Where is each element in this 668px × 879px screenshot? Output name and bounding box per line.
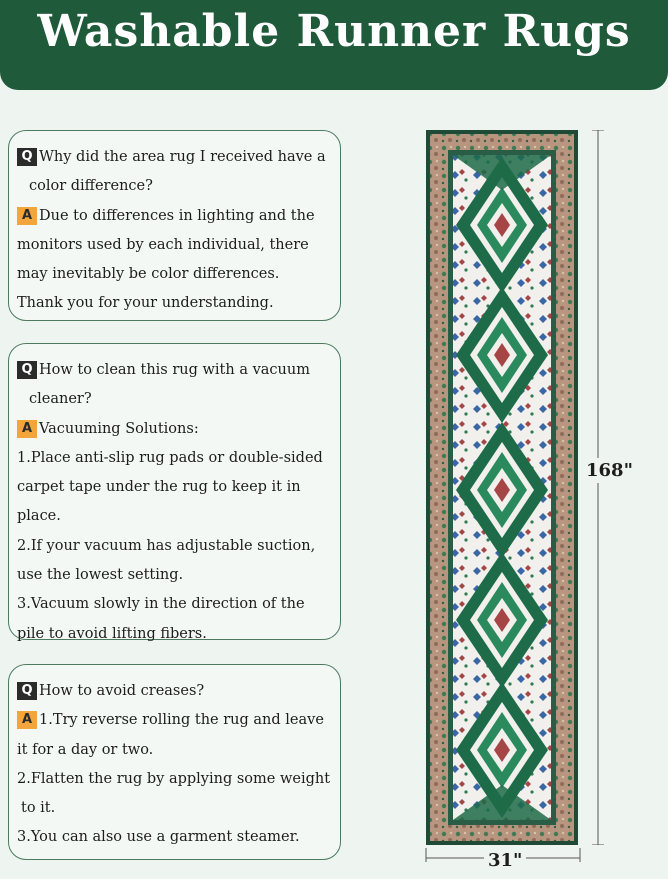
title-banner (0, 0, 668, 90)
question-line: Q How to avoid creases? (17, 677, 336, 706)
faq-card-vacuum (8, 343, 341, 640)
answer-line: 3.You can also use a garment steamer. (17, 829, 300, 846)
answer-line: place. (17, 508, 61, 525)
answer-line: may inevitably be color differences. (17, 266, 280, 283)
question-line: color difference? (29, 178, 153, 195)
rug-image (426, 130, 578, 845)
length-label: 168" (586, 460, 633, 481)
answer-line: pile to avoid lifting fibers. (17, 625, 207, 642)
answer-line: monitors used by each individual, there (17, 236, 309, 253)
answer-line: A 1.Try reverse rolling the rug and leave (17, 706, 336, 735)
question-tag: Q (17, 682, 37, 700)
question-line: cleaner? (29, 391, 92, 408)
answer-line: 1.Place anti-slip rug pads or double-sided (17, 449, 323, 466)
answer-line: A Vacuuming Solutions: (17, 415, 336, 444)
answer-line: A Due to differences in lighting and the (17, 202, 336, 231)
answer-line: Thank you for your understanding. (17, 295, 274, 312)
banner-title: Washable Runner Rugs (37, 6, 631, 57)
answer-tag: A (17, 207, 37, 225)
length-dimension-line (588, 130, 608, 845)
answer-line: use the lowest setting. (17, 567, 184, 584)
answer-tag: A (17, 420, 37, 438)
answer-line: 2.If your vacuum has adjustable suction, (17, 537, 316, 554)
faq-card-creases (8, 664, 341, 860)
answer-tag: A (17, 711, 37, 729)
rug-illustration (426, 130, 578, 845)
question-line: Q Why did the area rug I received have a (17, 143, 336, 172)
answer-line: carpet tape under the rug to keep it in (17, 479, 301, 496)
question-line: Q How to clean this rug with a vacuum (17, 356, 336, 385)
faq-card-color-difference (8, 130, 341, 321)
width-label: 31" (484, 850, 526, 871)
question-tag: Q (17, 361, 37, 379)
answer-line: 3.Vacuum slowly in the direction of the (17, 596, 305, 613)
answer-line: it for a day or two. (17, 741, 154, 758)
answer-line: to it. (21, 800, 56, 817)
answer-line: 2.Flatten the rug by applying some weight (17, 770, 331, 787)
question-tag: Q (17, 148, 37, 166)
